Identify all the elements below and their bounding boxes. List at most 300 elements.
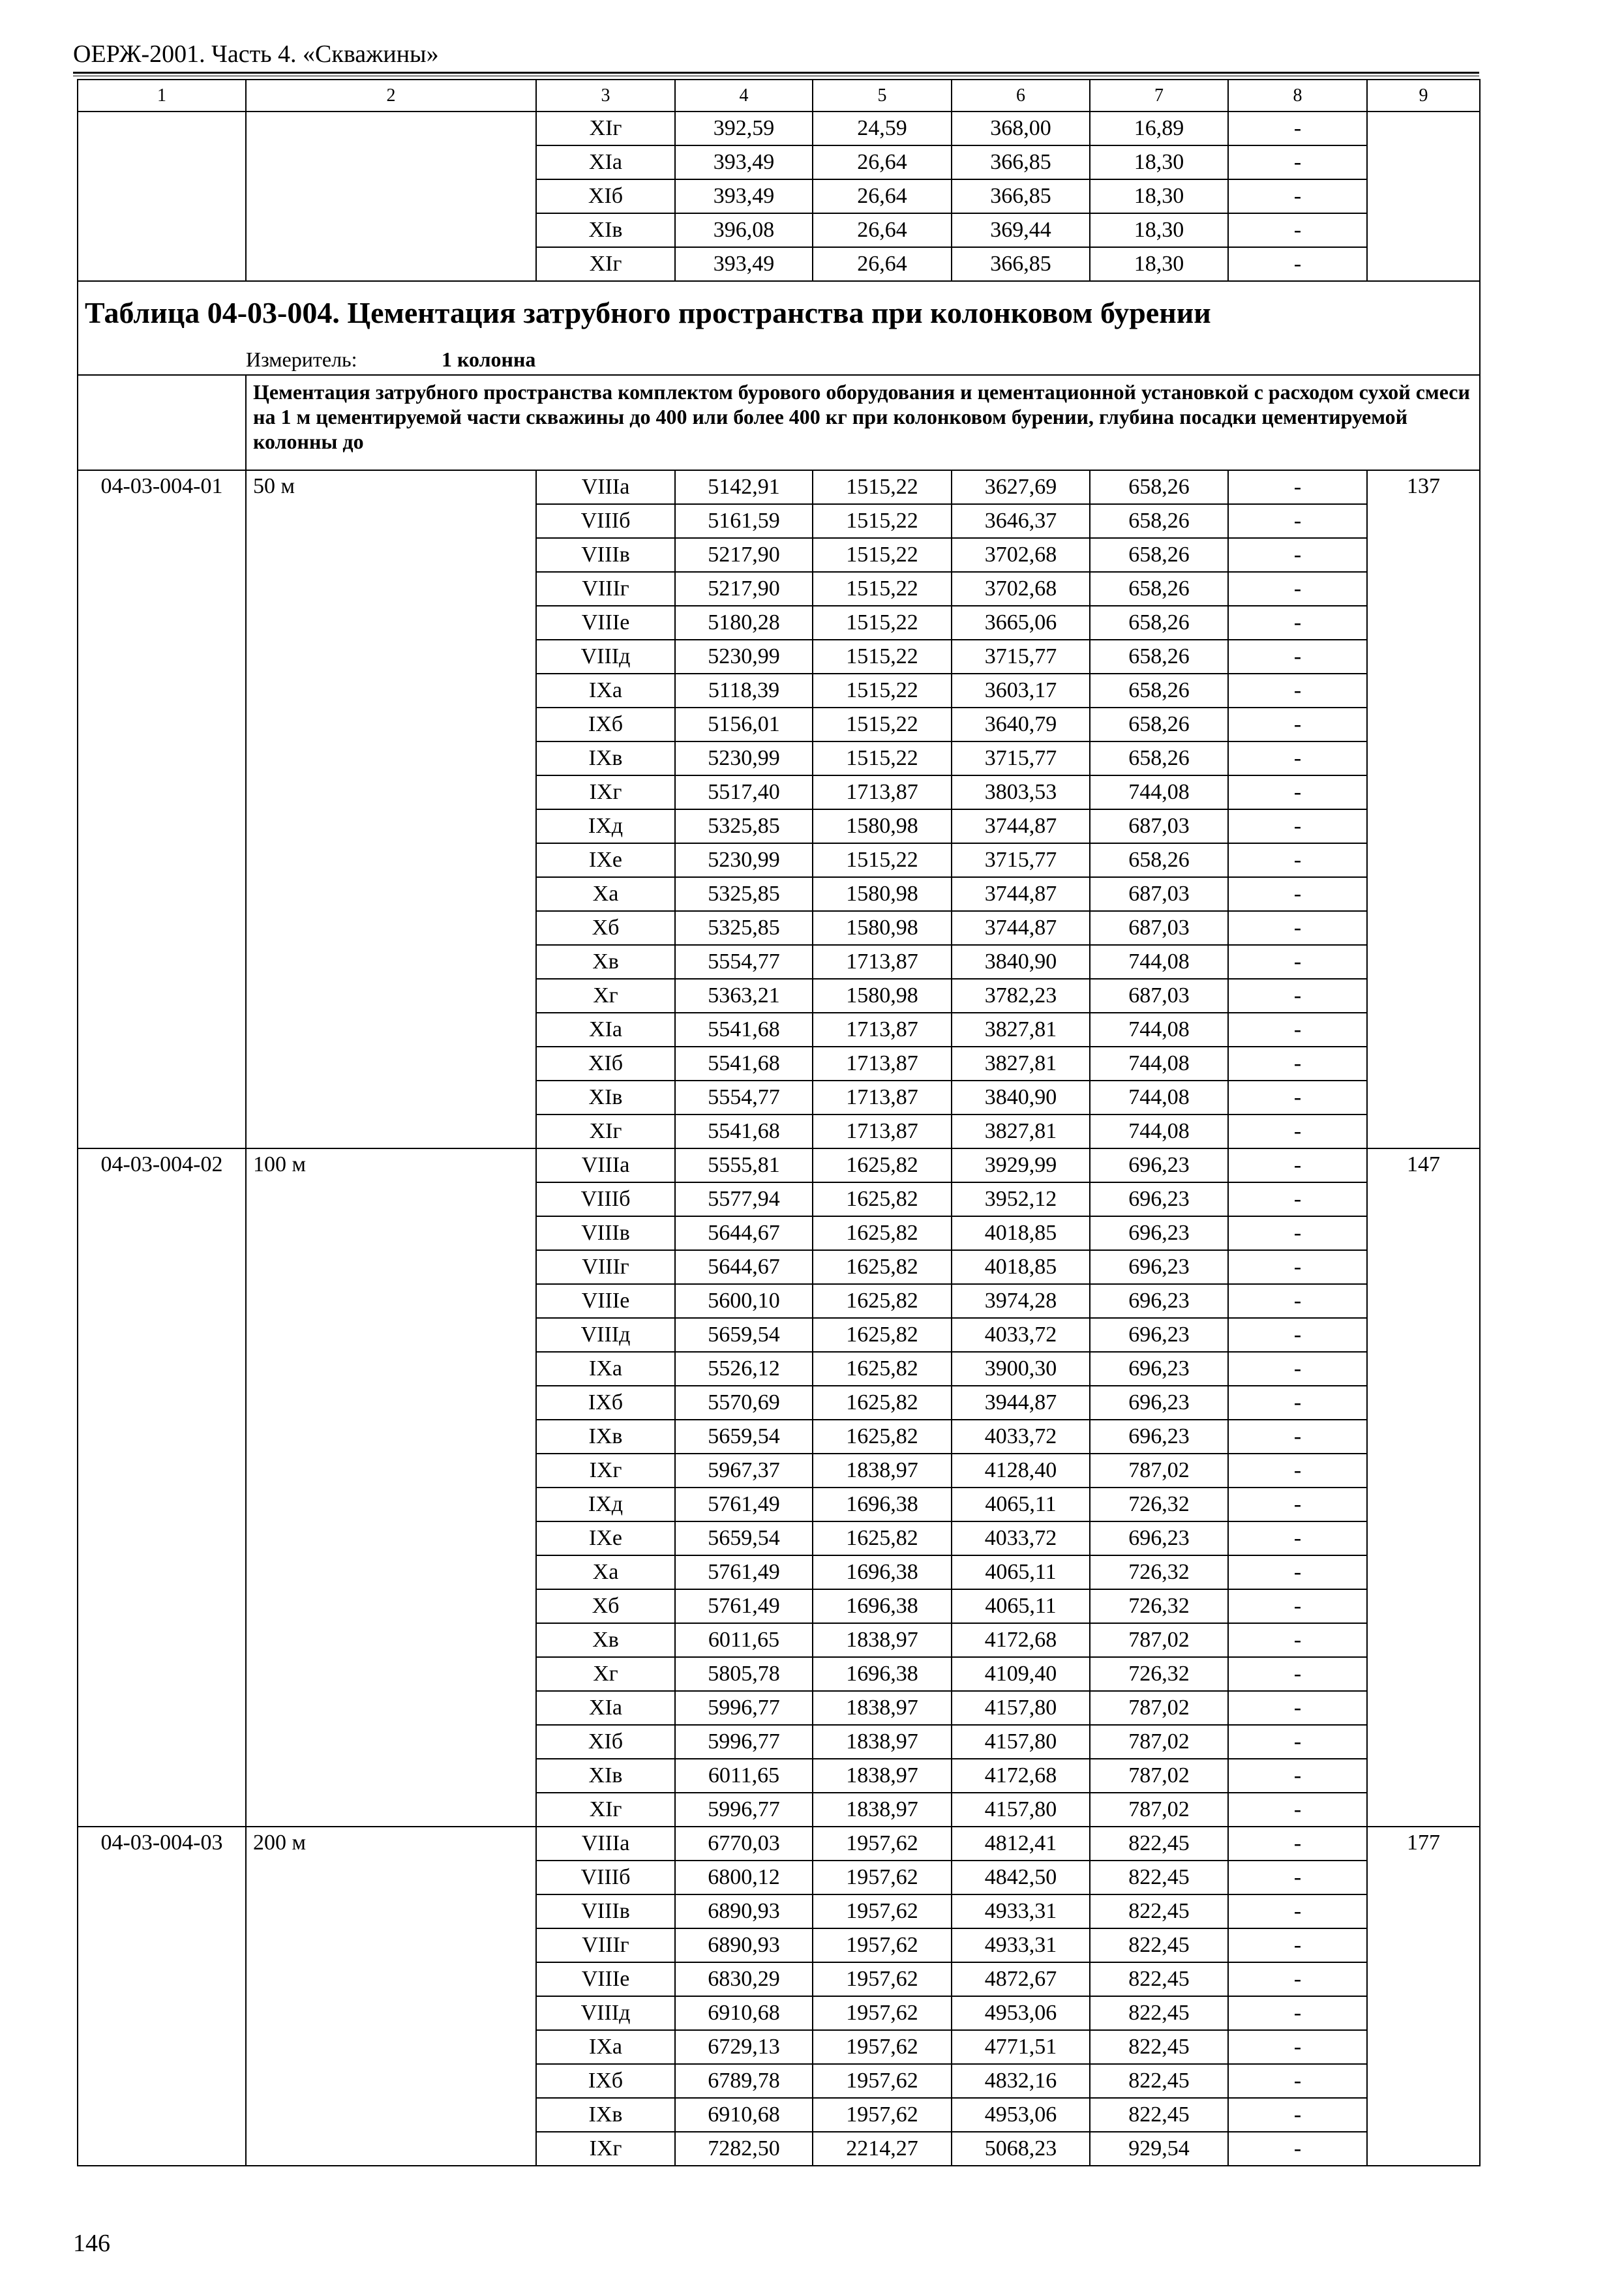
table-cell: 5577,94 xyxy=(675,1182,813,1216)
table-cell: 5555,81 xyxy=(675,1148,813,1182)
table-cell: 5526,12 xyxy=(675,1352,813,1386)
norm-col9-cell: 147 xyxy=(1367,1148,1480,1827)
table-cell: 1625,82 xyxy=(813,1352,952,1386)
table-cell: 5996,77 xyxy=(675,1691,813,1725)
table-cell: - xyxy=(1228,911,1367,945)
table-cell: 392,59 xyxy=(675,112,813,145)
table-row xyxy=(78,470,1480,504)
table-cell: 5570,69 xyxy=(675,1386,813,1420)
column-number-cell: 4 xyxy=(675,80,813,112)
table-cell: - xyxy=(1228,572,1367,606)
table-cell: 1696,38 xyxy=(813,1488,952,1521)
table-cell: 3646,37 xyxy=(952,504,1090,538)
norm-name-cell: 200 м xyxy=(246,1827,536,2166)
empty-name-cell xyxy=(246,112,536,281)
table-cell: 1580,98 xyxy=(813,979,952,1013)
table-cell: IXд xyxy=(536,809,675,843)
table-cell: - xyxy=(1228,1250,1367,1284)
table-cell: - xyxy=(1228,470,1367,504)
table-cell: - xyxy=(1228,741,1367,775)
table-cell: 744,08 xyxy=(1090,1081,1228,1115)
table-cell: IXа xyxy=(536,1352,675,1386)
table-cell: - xyxy=(1228,1420,1367,1454)
table-cell: 822,45 xyxy=(1090,1861,1228,1894)
table-cell: - xyxy=(1228,945,1367,979)
table-cell: 5517,40 xyxy=(675,775,813,809)
table-cell: 393,49 xyxy=(675,179,813,213)
table-body xyxy=(78,80,1480,2166)
table-cell: XIб xyxy=(536,1047,675,1081)
table-cell: 1515,22 xyxy=(813,708,952,741)
table-cell: 18,30 xyxy=(1090,145,1228,179)
table-cell: 1696,38 xyxy=(813,1555,952,1589)
norm-code-cell: 04-03-004-01 xyxy=(78,470,246,1148)
table-cell: 5230,99 xyxy=(675,640,813,674)
table-cell: - xyxy=(1228,1488,1367,1521)
table-cell: - xyxy=(1228,809,1367,843)
table-cell: 26,64 xyxy=(813,145,952,179)
table-cell: VIIIа xyxy=(536,1148,675,1182)
column-number-cell: 1 xyxy=(78,80,246,112)
table-cell: VIIIг xyxy=(536,572,675,606)
table-cell: VIIIд xyxy=(536,1996,675,2030)
table-cell: IXг xyxy=(536,775,675,809)
table-cell: 3715,77 xyxy=(952,843,1090,877)
table-cell: 3974,28 xyxy=(952,1284,1090,1318)
column-number-cell: 7 xyxy=(1090,80,1228,112)
table-cell: 1515,22 xyxy=(813,606,952,640)
table-cell: 5996,77 xyxy=(675,1793,813,1827)
table-cell: 1713,87 xyxy=(813,945,952,979)
table-cell: 1957,62 xyxy=(813,1827,952,1861)
table-cell: 5554,77 xyxy=(675,1081,813,1115)
table-cell: 658,26 xyxy=(1090,640,1228,674)
table-cell: - xyxy=(1228,247,1367,281)
table-cell: IXв xyxy=(536,2098,675,2132)
table-cell: 5325,85 xyxy=(675,911,813,945)
table-cell: 3929,99 xyxy=(952,1148,1090,1182)
table-cell: - xyxy=(1228,1793,1367,1827)
table-cell: 3640,79 xyxy=(952,708,1090,741)
table-cell: 2214,27 xyxy=(813,2132,952,2166)
table-cell: - xyxy=(1228,145,1367,179)
table-cell: 4018,85 xyxy=(952,1216,1090,1250)
table-cell: 822,45 xyxy=(1090,1962,1228,1996)
table-cell: 1515,22 xyxy=(813,572,952,606)
table-cell: 6789,78 xyxy=(675,2064,813,2098)
table-cell: 787,02 xyxy=(1090,1454,1228,1488)
table-cell: VIIIв xyxy=(536,1216,675,1250)
table-cell: - xyxy=(1228,1454,1367,1488)
norm-code-cell: 04-03-004-02 xyxy=(78,1148,246,1827)
table-cell: 1625,82 xyxy=(813,1386,952,1420)
table-cell: 658,26 xyxy=(1090,572,1228,606)
table-cell: 1625,82 xyxy=(813,1250,952,1284)
empty-col9-cell xyxy=(1367,112,1480,281)
table-cell: 687,03 xyxy=(1090,877,1228,911)
column-number-row xyxy=(78,80,1480,112)
table-cell: 24,59 xyxy=(813,112,952,145)
table-cell: 4065,11 xyxy=(952,1555,1090,1589)
table-cell: 366,85 xyxy=(952,145,1090,179)
table-cell: 1838,97 xyxy=(813,1759,952,1793)
table-cell: 787,02 xyxy=(1090,1793,1228,1827)
table-cell: 696,23 xyxy=(1090,1521,1228,1555)
table-cell: 3827,81 xyxy=(952,1013,1090,1047)
table-cell: 787,02 xyxy=(1090,1725,1228,1759)
table-cell: - xyxy=(1228,112,1367,145)
table-cell: Xа xyxy=(536,877,675,911)
table-cell: 1957,62 xyxy=(813,1962,952,1996)
table-cell: 5118,39 xyxy=(675,674,813,708)
table-cell: 1838,97 xyxy=(813,1691,952,1725)
table-cell: XIг xyxy=(536,1793,675,1827)
table-cell: Xв xyxy=(536,945,675,979)
table-cell: - xyxy=(1228,2132,1367,2166)
table-cell: 3900,30 xyxy=(952,1352,1090,1386)
table-cell: 26,64 xyxy=(813,247,952,281)
table-cell: 4033,72 xyxy=(952,1420,1090,1454)
table-cell: 744,08 xyxy=(1090,1013,1228,1047)
table-cell: - xyxy=(1228,1691,1367,1725)
table-cell: 3702,68 xyxy=(952,572,1090,606)
table-cell: 7282,50 xyxy=(675,2132,813,2166)
table-cell: 5967,37 xyxy=(675,1454,813,1488)
table-cell: 6910,68 xyxy=(675,2098,813,2132)
table-cell: 3744,87 xyxy=(952,809,1090,843)
table-cell: 3944,87 xyxy=(952,1386,1090,1420)
table-cell: Xб xyxy=(536,911,675,945)
table-cell: 5659,54 xyxy=(675,1521,813,1555)
table-cell: - xyxy=(1228,1861,1367,1894)
table-cell: 1957,62 xyxy=(813,1861,952,1894)
header-rule xyxy=(73,72,1479,74)
table-cell: 4109,40 xyxy=(952,1657,1090,1691)
table-cell: 3782,23 xyxy=(952,979,1090,1013)
table-cell: 687,03 xyxy=(1090,911,1228,945)
table-cell: - xyxy=(1228,843,1367,877)
table-cell: - xyxy=(1228,213,1367,247)
table-cell: - xyxy=(1228,606,1367,640)
table-cell: 393,49 xyxy=(675,247,813,281)
table-cell: 822,45 xyxy=(1090,1827,1228,1861)
table-cell: 3840,90 xyxy=(952,1081,1090,1115)
table-cell: 5230,99 xyxy=(675,741,813,775)
column-number-cell: 9 xyxy=(1367,80,1480,112)
table-cell: 3744,87 xyxy=(952,877,1090,911)
table-cell: VIIIд xyxy=(536,1318,675,1352)
column-number-cell: 8 xyxy=(1228,80,1367,112)
norm-name-cell: 100 м xyxy=(246,1148,536,1827)
table-cell: XIа xyxy=(536,1013,675,1047)
table-cell: 1957,62 xyxy=(813,1894,952,1928)
table-cell: 4033,72 xyxy=(952,1318,1090,1352)
table-cell: 5325,85 xyxy=(675,809,813,843)
table-cell: 4033,72 xyxy=(952,1521,1090,1555)
table-cell: VIIIе xyxy=(536,1284,675,1318)
table-cell: 4953,06 xyxy=(952,1996,1090,2030)
table-cell: 3827,81 xyxy=(952,1047,1090,1081)
table-cell: 6830,29 xyxy=(675,1962,813,1996)
table-cell: - xyxy=(1228,1081,1367,1115)
table-cell: 1713,87 xyxy=(813,1047,952,1081)
table-cell: - xyxy=(1228,1386,1367,1420)
table-cell: 1625,82 xyxy=(813,1216,952,1250)
table-cell: 5600,10 xyxy=(675,1284,813,1318)
table-cell: 5142,91 xyxy=(675,470,813,504)
table-cell: 696,23 xyxy=(1090,1216,1228,1250)
table-cell: IXа xyxy=(536,674,675,708)
table-cell: 658,26 xyxy=(1090,504,1228,538)
table-cell: - xyxy=(1228,538,1367,572)
table-cell: IXд xyxy=(536,1488,675,1521)
table-cell: - xyxy=(1228,1182,1367,1216)
table-cell: - xyxy=(1228,1928,1367,1962)
table-cell: 696,23 xyxy=(1090,1386,1228,1420)
table-cell: 26,64 xyxy=(813,179,952,213)
table-cell: 5996,77 xyxy=(675,1725,813,1759)
table-cell: 366,85 xyxy=(952,247,1090,281)
table-cell: 6729,13 xyxy=(675,2030,813,2064)
description-spacer xyxy=(78,375,246,470)
table-cell: - xyxy=(1228,2098,1367,2132)
table-cell: XIа xyxy=(536,1691,675,1725)
empty-code-cell xyxy=(78,112,246,281)
table-cell: - xyxy=(1228,775,1367,809)
table-cell: XIг xyxy=(536,247,675,281)
table-cell: IXе xyxy=(536,1521,675,1555)
norm-col9-cell: 177 xyxy=(1367,1827,1480,2166)
table-cell: - xyxy=(1228,1827,1367,1861)
table-cell: - xyxy=(1228,2064,1367,2098)
table-cell: 787,02 xyxy=(1090,1623,1228,1657)
table-cell: 1515,22 xyxy=(813,741,952,775)
table-cell: 658,26 xyxy=(1090,606,1228,640)
norm-code-cell: 04-03-004-03 xyxy=(78,1827,246,2166)
table-cell: - xyxy=(1228,1623,1367,1657)
table-cell: 1625,82 xyxy=(813,1420,952,1454)
table-cell: 1625,82 xyxy=(813,1318,952,1352)
table-cell: 3827,81 xyxy=(952,1115,1090,1148)
table-cell: - xyxy=(1228,1047,1367,1081)
table-cell: Xв xyxy=(536,1623,675,1657)
table-cell: 1515,22 xyxy=(813,843,952,877)
measure-value: 1 колонна xyxy=(442,348,536,371)
table-cell: 5325,85 xyxy=(675,877,813,911)
table-cell: 1625,82 xyxy=(813,1284,952,1318)
table-cell: IXб xyxy=(536,2064,675,2098)
table-cell: 4157,80 xyxy=(952,1793,1090,1827)
table-cell: 1515,22 xyxy=(813,504,952,538)
table-cell: VIIIа xyxy=(536,470,675,504)
table-row xyxy=(78,1148,1480,1182)
table-cell: 4842,50 xyxy=(952,1861,1090,1894)
table-cell: 696,23 xyxy=(1090,1182,1228,1216)
table-cell: 3702,68 xyxy=(952,538,1090,572)
table-cell: - xyxy=(1228,1759,1367,1793)
table-description: Цементация затрубного пространства комплектом бурового оборудования и цементационной установкой с расходом сухой смеси на 1 м цементируемой части скважины до 400 или более 400 кг при колонковом бурении, глубина посадки цементируемой колонны до xyxy=(246,375,1480,470)
table-cell: 822,45 xyxy=(1090,1996,1228,2030)
running-header: ОЕРЖ-2001. Часть 4. «Скважины» xyxy=(73,40,439,68)
table-cell: 687,03 xyxy=(1090,979,1228,1013)
table-cell: 696,23 xyxy=(1090,1148,1228,1182)
table-cell: XIв xyxy=(536,213,675,247)
table-cell: 658,26 xyxy=(1090,741,1228,775)
table-cell: - xyxy=(1228,1148,1367,1182)
table-cell: 5644,67 xyxy=(675,1216,813,1250)
table-cell: 787,02 xyxy=(1090,1691,1228,1725)
table-cell: 5644,67 xyxy=(675,1250,813,1284)
table-cell: 3603,17 xyxy=(952,674,1090,708)
table-cell: 3744,87 xyxy=(952,911,1090,945)
table-cell: 1838,97 xyxy=(813,1454,952,1488)
table-cell: 658,26 xyxy=(1090,674,1228,708)
description-row xyxy=(78,375,1480,470)
table-cell: VIIIе xyxy=(536,1962,675,1996)
table-cell: 696,23 xyxy=(1090,1250,1228,1284)
table-cell: 1957,62 xyxy=(813,1996,952,2030)
table-cell: 5230,99 xyxy=(675,843,813,877)
measure-cell xyxy=(246,344,1480,375)
table-cell: IXб xyxy=(536,708,675,741)
table-cell: 1580,98 xyxy=(813,809,952,843)
table-cell: 6800,12 xyxy=(675,1861,813,1894)
table-cell: 822,45 xyxy=(1090,2064,1228,2098)
table-cell: - xyxy=(1228,1284,1367,1318)
table-cell: VIIIб xyxy=(536,1861,675,1894)
table-cell: IXг xyxy=(536,1454,675,1488)
table-cell: 5161,59 xyxy=(675,504,813,538)
table-cell: 726,32 xyxy=(1090,1488,1228,1521)
table-cell: - xyxy=(1228,1962,1367,1996)
norm-col9-cell: 137 xyxy=(1367,470,1480,1148)
table-cell: 696,23 xyxy=(1090,1318,1228,1352)
table-cell: VIIIе xyxy=(536,606,675,640)
table-cell: 1580,98 xyxy=(813,877,952,911)
table-cell: 5541,68 xyxy=(675,1013,813,1047)
table-cell: 744,08 xyxy=(1090,945,1228,979)
table-cell: 18,30 xyxy=(1090,179,1228,213)
table-cell: 4128,40 xyxy=(952,1454,1090,1488)
table-cell: VIIIг xyxy=(536,1928,675,1962)
table-cell: 658,26 xyxy=(1090,708,1228,741)
table-cell: 744,08 xyxy=(1090,1115,1228,1148)
table-cell: 396,08 xyxy=(675,213,813,247)
table-cell: 1957,62 xyxy=(813,2098,952,2132)
table-cell: 1957,62 xyxy=(813,2064,952,2098)
table-cell: 5541,68 xyxy=(675,1115,813,1148)
table-cell: - xyxy=(1228,2030,1367,2064)
table-cell: XIг xyxy=(536,112,675,145)
table-cell: 5761,49 xyxy=(675,1555,813,1589)
table-cell: 726,32 xyxy=(1090,1555,1228,1589)
table-cell: 1713,87 xyxy=(813,775,952,809)
column-number-cell: 2 xyxy=(246,80,536,112)
table-cell: XIг xyxy=(536,1115,675,1148)
table-cell: XIа xyxy=(536,145,675,179)
table-cell: 1957,62 xyxy=(813,2030,952,2064)
table-cell: - xyxy=(1228,179,1367,213)
table-cell: 696,23 xyxy=(1090,1284,1228,1318)
table-cell: 1625,82 xyxy=(813,1521,952,1555)
table-cell: VIIIб xyxy=(536,1182,675,1216)
table-cell: VIIIб xyxy=(536,504,675,538)
table-cell: 6011,65 xyxy=(675,1623,813,1657)
measure-label: Измеритель: xyxy=(246,348,357,371)
table-cell: 369,44 xyxy=(952,213,1090,247)
table-cell: 5659,54 xyxy=(675,1420,813,1454)
table-cell: 3715,77 xyxy=(952,741,1090,775)
table-cell: 3840,90 xyxy=(952,945,1090,979)
table-cell: 1957,62 xyxy=(813,1928,952,1962)
table-cell: 687,03 xyxy=(1090,809,1228,843)
table-cell: IXв xyxy=(536,741,675,775)
table-cell: 5068,23 xyxy=(952,2132,1090,2166)
table-cell: - xyxy=(1228,674,1367,708)
table-row xyxy=(78,112,1480,145)
table-cell: Xа xyxy=(536,1555,675,1589)
table-cell: VIIIг xyxy=(536,1250,675,1284)
table-cell: 4953,06 xyxy=(952,2098,1090,2132)
table-cell: 696,23 xyxy=(1090,1352,1228,1386)
table-cell: 1515,22 xyxy=(813,640,952,674)
table-cell: 4812,41 xyxy=(952,1827,1090,1861)
table-cell: 18,30 xyxy=(1090,213,1228,247)
table-cell: - xyxy=(1228,1216,1367,1250)
table-cell: - xyxy=(1228,1318,1367,1352)
table-cell: 1838,97 xyxy=(813,1793,952,1827)
table-cell: - xyxy=(1228,1555,1367,1589)
table-cell: 5156,01 xyxy=(675,708,813,741)
table-cell: 5761,49 xyxy=(675,1488,813,1521)
table-cell: 6011,65 xyxy=(675,1759,813,1793)
table-cell: - xyxy=(1228,1589,1367,1623)
table-cell: - xyxy=(1228,1115,1367,1148)
table-cell: 4832,16 xyxy=(952,2064,1090,2098)
table-cell: - xyxy=(1228,979,1367,1013)
table-cell: - xyxy=(1228,1894,1367,1928)
table-cell: 368,00 xyxy=(952,112,1090,145)
table-cell: 5180,28 xyxy=(675,606,813,640)
table-cell: - xyxy=(1228,1352,1367,1386)
table-cell: 1696,38 xyxy=(813,1657,952,1691)
table-cell: IXв xyxy=(536,1420,675,1454)
table-cell: 744,08 xyxy=(1090,775,1228,809)
table-cell: 1515,22 xyxy=(813,470,952,504)
table-cell: 3627,69 xyxy=(952,470,1090,504)
table-cell: 822,45 xyxy=(1090,2098,1228,2132)
table-cell: VIIIв xyxy=(536,538,675,572)
table-cell: 5761,49 xyxy=(675,1589,813,1623)
column-number-cell: 3 xyxy=(536,80,675,112)
table-cell: IXе xyxy=(536,843,675,877)
measure-row xyxy=(78,344,1480,375)
table-cell: 1515,22 xyxy=(813,538,952,572)
table-cell: 16,89 xyxy=(1090,112,1228,145)
table-cell: 1580,98 xyxy=(813,911,952,945)
table-cell: 1838,97 xyxy=(813,1623,952,1657)
table-title: Таблица 04-03-004. Цементация затрубного пространства при колонковом бурении xyxy=(78,281,1480,344)
table-cell: 744,08 xyxy=(1090,1047,1228,1081)
table-cell: 6890,93 xyxy=(675,1928,813,1962)
table-cell: 658,26 xyxy=(1090,538,1228,572)
table-cell: 366,85 xyxy=(952,179,1090,213)
table-cell: 4018,85 xyxy=(952,1250,1090,1284)
table-cell: 6890,93 xyxy=(675,1894,813,1928)
table-cell: 4065,11 xyxy=(952,1589,1090,1623)
table-cell: 1713,87 xyxy=(813,1013,952,1047)
table-cell: XIв xyxy=(536,1759,675,1793)
